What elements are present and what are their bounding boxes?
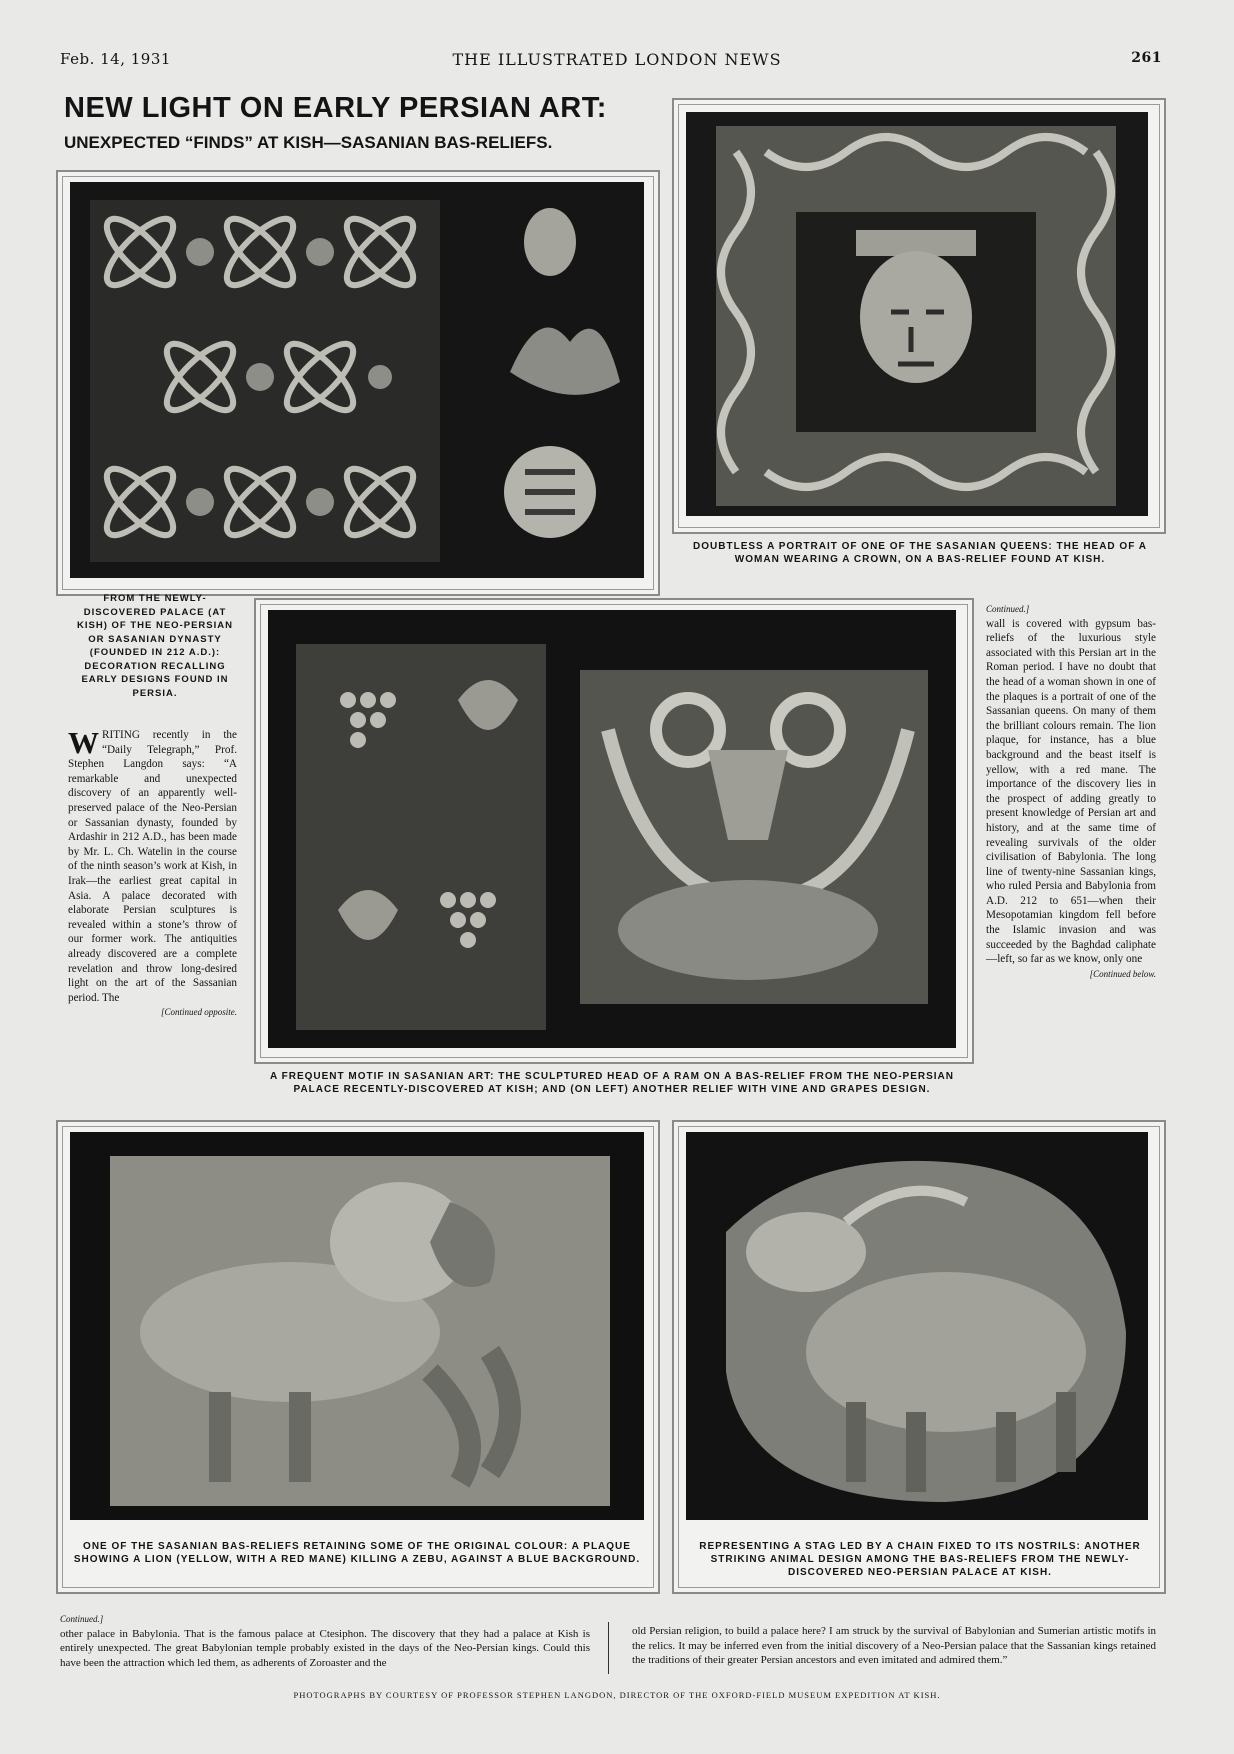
article-bottom-right xyxy=(632,1624,1156,1668)
page-number: 261 xyxy=(1131,50,1162,66)
article-text-bottom-left: other palace in Babylonia. That is the famous palace at Ctesiphon. The discovery that they had a palace at Kish is entirely unexpected. The great Babylonian temple probably existed in the days of the Neo-Persian kings. Could this have been the attraction which led them, as adherents of Zoroaster and the xyxy=(60,1627,590,1669)
tiles-caption: FROM THE NEWLY-DISCOVERED PALACE (AT KISH) OF THE NEO-PERSIAN OR SASANIAN DYNASTY (FOUNDED IN 212 A.D.): DECORATION RECALLING EARLY DESIGNS FOUND IN PERSIA. xyxy=(77,593,233,699)
queen-photo xyxy=(686,112,1148,516)
queen-caption: DOUBTLESS A PORTRAIT OF ONE OF THE SASANIAN QUEENS: THE HEAD OF A WOMAN WEARING A CROWN, ON A BAS-RELIEF FOUND AT KISH. xyxy=(693,541,1147,565)
lion-caption: ONE OF THE SASANIAN BAS-RELIEFS RETAINING SOME OF THE ORIGINAL COLOUR: A PLAQUE SHOWING A LION (YELLOW, WITH A RED MANE) KILLING A ZEBU, AGAINST A BLUE BACKGROUND. xyxy=(73,1541,641,1565)
masthead: THE ILLUSTRATED LONDON NEWS xyxy=(452,50,782,69)
continued-lead-bottom: Continued.] xyxy=(60,1614,104,1624)
article-text-left: RITING recently in the “Daily Telegraph,” Prof. Stephen Langdon says: “A remarkable and unexpected discovery of an apparently well-preserved palace of the Neo-Persian or Sassanian dynasty, founded by Ardashir in 212 A.D., has been made by Mr. L. Ch. Watelin in the course of the ninth season’s work at Kish, in Irak—the earliest great capital in Asia. A palace decorated with elaborate Persian sculptures is revealed within a stone’s throw of our former work. The antiquities already discovered are a complete revelation and throw long-desired light on the art of the Sassanian period. The xyxy=(68,729,237,1004)
article-column-right xyxy=(986,602,1156,981)
article-bottom-left xyxy=(60,1612,590,1670)
page-title: NEW LIGHT ON EARLY PERSIAN ART: xyxy=(64,92,607,124)
continued-below: [Continued below. xyxy=(1089,968,1156,979)
stag-photo xyxy=(686,1132,1148,1520)
article-text-right: wall is covered with gypsum bas-reliefs of the luxurious style associated with this Persian art in the Roman period. I have no doubt that the head of a woman shown in one of the plaques is a portrait of one of the Sassanian queens. On many of them the brilliant colours remain. The lion plaque, for instance, has a blue background and the beast itself is yellow, with a red mane. The importance of the discovery lies in the prospect of adding greatly to present knowledge of Persian art and history, and at the same time of revealing survivals of the older civilisation of Babylonia. The long line of twenty-nine Sassanian kings, who ruled Persia and Babylonia from A.D. 212 to 651—when their Mesopotamian kingdom fell before the Islamic invasion and was succeeded by the Baghdad caliphate—left, so far as we know, only one xyxy=(986,617,1156,966)
issue-date: Feb. 14, 1931 xyxy=(60,50,171,68)
column-divider xyxy=(608,1622,609,1674)
ram-caption: A FREQUENT MOTIF IN SASANIAN ART: THE SCULPTURED HEAD OF A RAM ON A BAS-RELIEF FROM THE NEO-PERSIAN PALACE RECENTLY-DISCOVERED AT KISH; AND (ON LEFT) ANOTHER RELIEF WITH VINE AND GRAPES DESIGN. xyxy=(270,1071,954,1095)
tiles-photo xyxy=(70,182,644,578)
photo-credits: PHOTOGRAPHS BY COURTESY OF PROFESSOR STEPHEN LANGDON, DIRECTOR OF THE OXFORD-FIELD MUSEUM EXPEDITION AT KISH. xyxy=(293,1690,941,1700)
ram-photo xyxy=(268,610,956,1048)
page-subtitle: UNEXPECTED “FINDS” AT KISH—SASANIAN BAS-RELIEFS. xyxy=(64,133,553,152)
continued-opposite: [Continued opposite. xyxy=(161,1007,237,1018)
article-text-bottom-right: old Persian religion, to build a palace here? I am struck by the survival of Babylonian and Sumerian artistic motifs in the relics. It may be inferred even from the initial discovery of a Neo-Persian palace that the Sassanian kings retained the traditions of their greater Persian ancestors and even imitated and admired them.” xyxy=(632,1625,1156,1666)
drop-cap: W xyxy=(68,725,99,760)
article-column-left xyxy=(68,725,237,1020)
stag-caption: REPRESENTING A STAG LED BY A CHAIN FIXED TO ITS NOSTRILS: ANOTHER STRIKING ANIMAL DESIGN AMONG THE BAS-RELIEFS FROM THE NEWLY-DISCOVERED NEO-PERSIAN PALACE AT KISH. xyxy=(699,1541,1141,1578)
continued-lead-right: Continued.] xyxy=(986,604,1030,614)
lion-photo xyxy=(70,1132,644,1520)
